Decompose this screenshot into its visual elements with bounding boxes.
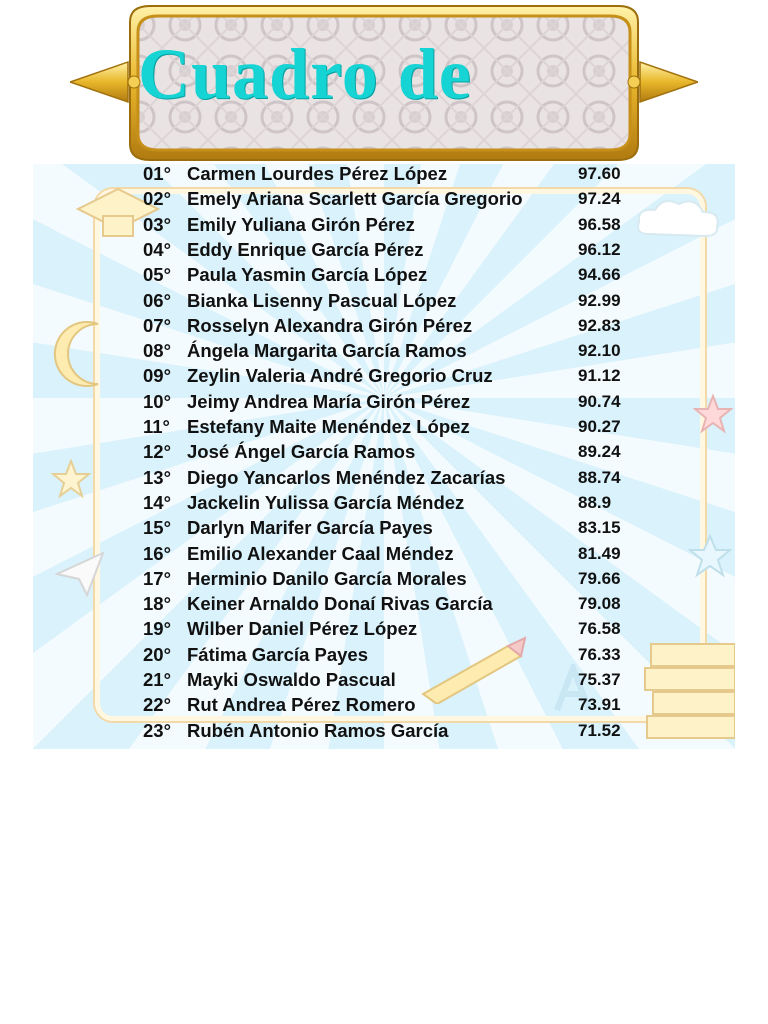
student-name: Bianka Lisenny Pascual López (187, 289, 457, 311)
list-item (0, 669, 768, 694)
student-name: Diego Yancarlos Menéndez Zacarías (187, 466, 506, 488)
rank-position: 07° (143, 314, 171, 336)
page-title: Cuadro de (138, 34, 472, 114)
list-item (0, 593, 768, 618)
student-name: Zeylin Valeria André Gregorio Cruz (187, 365, 493, 387)
student-score: 90.74 (578, 391, 621, 411)
list-item (0, 239, 768, 264)
rank-position: 03° (143, 213, 171, 235)
list-item (0, 492, 768, 517)
list-item (0, 720, 768, 745)
rank-position: 08° (143, 340, 171, 362)
rank-position: 19° (143, 618, 171, 640)
student-name: Mayki Oswaldo Pascual (187, 669, 396, 690)
student-score: 81.49 (578, 543, 621, 563)
student-name: Emilio Alexander Caal Méndez (187, 542, 454, 564)
student-score: 83.15 (578, 518, 621, 538)
student-name: Rosselyn Alexandra Girón Pérez (187, 314, 473, 336)
rank-position: 22° (143, 694, 171, 716)
student-score: 97.60 (578, 164, 621, 183)
rank-position: 12° (143, 441, 171, 463)
rank-position: 17° (143, 567, 171, 589)
list-item (0, 441, 768, 466)
student-score: 92.10 (578, 341, 621, 361)
rank-position: 05° (143, 264, 171, 286)
rank-position: 06° (143, 289, 171, 311)
rank-position: 15° (143, 517, 171, 539)
student-score: 92.99 (578, 290, 621, 310)
student-score: 76.58 (578, 619, 621, 639)
list-item (0, 543, 768, 568)
rank-position: 09° (143, 365, 171, 387)
list-item (0, 391, 768, 416)
rank-position: 21° (143, 669, 171, 690)
student-score: 96.12 (578, 239, 621, 259)
student-score: 94.66 (578, 265, 621, 285)
student-score: 97.24 (578, 189, 621, 209)
rank-position: 01° (143, 163, 171, 184)
student-name: Jeimy Andrea María Girón Pérez (187, 390, 471, 412)
student-score: 96.58 (578, 214, 621, 234)
student-name: Emely Ariana Scarlett García Gregorio (187, 188, 523, 210)
student-score: 75.37 (578, 670, 621, 689)
student-name: Rut Andrea Pérez Romero (187, 694, 416, 716)
student-score: 92.83 (578, 315, 621, 335)
student-score: 88.74 (578, 467, 621, 487)
student-score: 79.66 (578, 568, 621, 588)
list-item (0, 340, 768, 365)
student-score: 90.27 (578, 417, 621, 436)
rank-position: 16° (143, 542, 171, 564)
student-name: Wilber Daniel Pérez López (187, 618, 418, 640)
list-item (0, 264, 768, 289)
list-item (0, 188, 768, 213)
student-score: 71.52 (578, 720, 621, 740)
list-item (0, 365, 768, 390)
list-item (0, 694, 768, 719)
list-item (0, 315, 768, 340)
rank-position: 02° (143, 188, 171, 210)
rank-position: 20° (143, 643, 171, 665)
student-name: José Ángel García Ramos (187, 441, 416, 463)
student-name: Rubén Antonio Ramos García (187, 719, 449, 741)
rank-position: 13° (143, 466, 171, 488)
student-name: Estefany Maite Menéndez López (187, 416, 470, 437)
rank-position: 11° (143, 416, 170, 437)
student-name: Fátima García Payes (187, 643, 368, 665)
student-score: 89.24 (578, 442, 621, 462)
list-item (0, 568, 768, 593)
student-score: 79.08 (578, 594, 621, 614)
student-score: 88.9 (578, 492, 612, 512)
rank-position: 04° (143, 238, 171, 260)
list-item (0, 467, 768, 492)
student-name: Paula Yasmin García López (187, 264, 428, 286)
rank-position: 14° (143, 491, 171, 513)
rank-position: 18° (143, 593, 171, 615)
list-item (0, 290, 768, 315)
list-item (0, 618, 768, 643)
list-item (0, 416, 768, 441)
student-score: 73.91 (578, 695, 621, 715)
student-name: Emily Yuliana Girón Pérez (187, 213, 415, 235)
student-name: Ángela Margarita García Ramos (187, 340, 467, 362)
student-name: Keiner Arnaldo Donaí Rivas García (187, 593, 493, 615)
list-item (0, 644, 768, 669)
rank-position: 23° (143, 719, 171, 741)
rank-position: 10° (143, 390, 171, 412)
student-score: 91.12 (578, 366, 621, 386)
student-name: Jackelin Yulissa García Méndez (187, 491, 465, 513)
student-name: Eddy Enrique García Pérez (187, 238, 424, 260)
student-score: 76.33 (578, 644, 621, 664)
list-item (0, 214, 768, 239)
student-name: Carmen Lourdes Pérez López (187, 163, 448, 184)
list-item (0, 163, 768, 188)
list-item (0, 517, 768, 542)
student-name: Darlyn Marifer García Payes (187, 517, 433, 539)
student-name: Herminio Danilo García Morales (187, 567, 467, 589)
